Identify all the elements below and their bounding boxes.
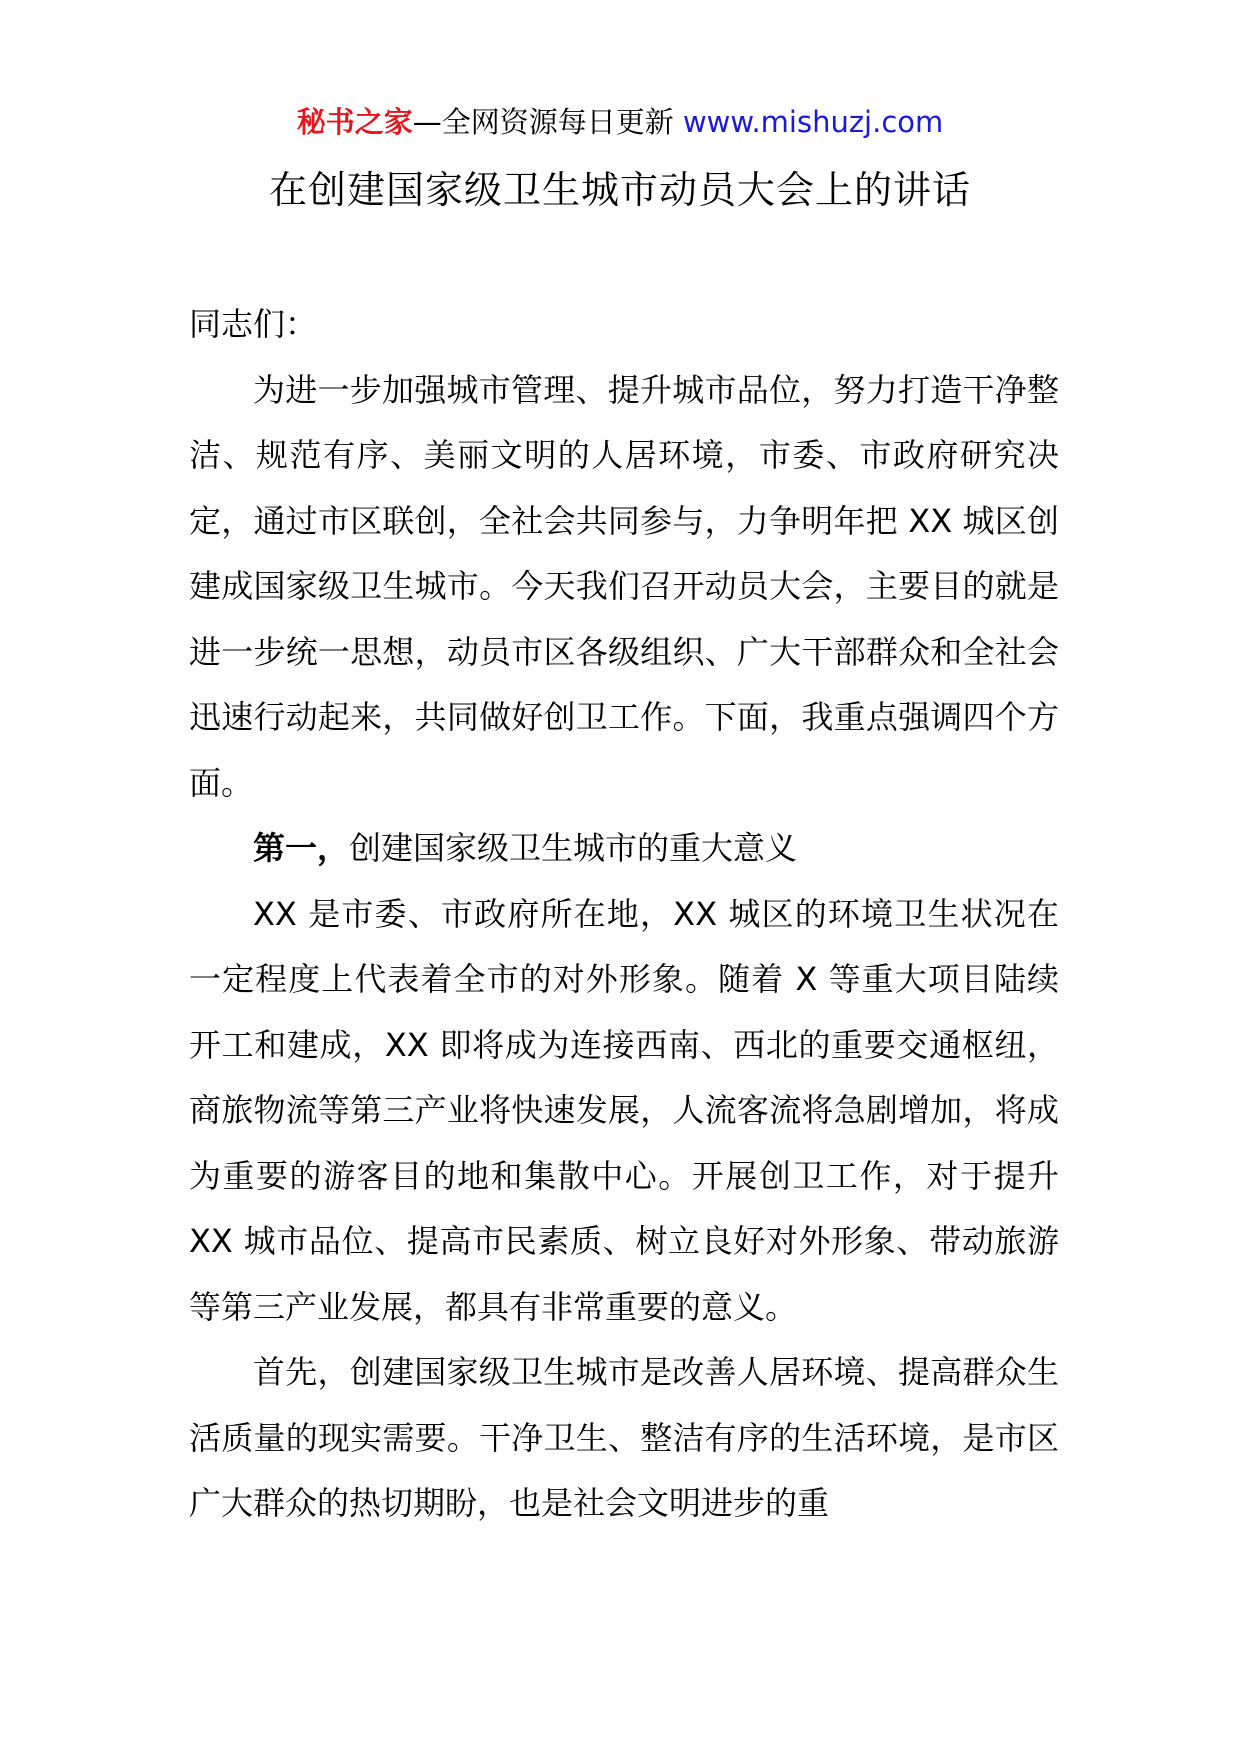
banner-slogan: —全网资源每日更新 — [412, 105, 683, 139]
site-url-link[interactable]: www.mishuzj.com — [682, 105, 944, 139]
section-heading-1 — [189, 816, 1059, 882]
document-body — [189, 292, 1059, 1537]
section-heading-text: 创建国家级卫生城市的重大意义 — [349, 829, 798, 867]
brand-name: 秘书之家 — [296, 105, 413, 139]
section-ordinal: 第一， — [253, 829, 350, 867]
document-title: 在创建国家级卫生城市动员大会上的讲话 — [268, 168, 971, 212]
point-1-paragraph: 首先，创建国家级卫生城市是改善人居环境、提高群众生活质量的现实需要。干净卫生、整洁有序的生活环境，是市区广大群众的热切期盼，也是社会文明进步的重 — [189, 1353, 1059, 1522]
section-1-paragraph: XX 是市委、市政府所在地，XX 城区的环境卫生状况在一定程度上代表着全市的对外形象。随着 X 等重大项目陆续开工和建成，XX 即将成为连接西南、西北的重要交通枢纽，商旅物流等第三产业将快速发展，人流客流将急剧增加，将成为重要的游客目的地和集散中心。开展创卫工作，对于提升 XX 城市品位、提高市民素质、树立良好对外形象、带动旅游等第三产业发展，都具有非常重要的意义。 — [189, 894, 1059, 1326]
salutation: 同志们： — [189, 305, 318, 343]
intro-paragraph: 为进一步加强城市管理、提升城市品位，努力打造干净整洁、规范有序、美丽文明的人居环境，市委、市政府研究决定，通过市区联创，全社会共同参与，力争明年把 XX 城区创建成国家级卫生城市。今天我们召开动员大会，主要目的就是进一步统一思想，动员市区各级组织、广大干部群众和全社会迅速行动起来，共同做好创卫工作。下面，我重点强调四个方面。 — [189, 370, 1059, 802]
site-banner — [0, 102, 1240, 142]
